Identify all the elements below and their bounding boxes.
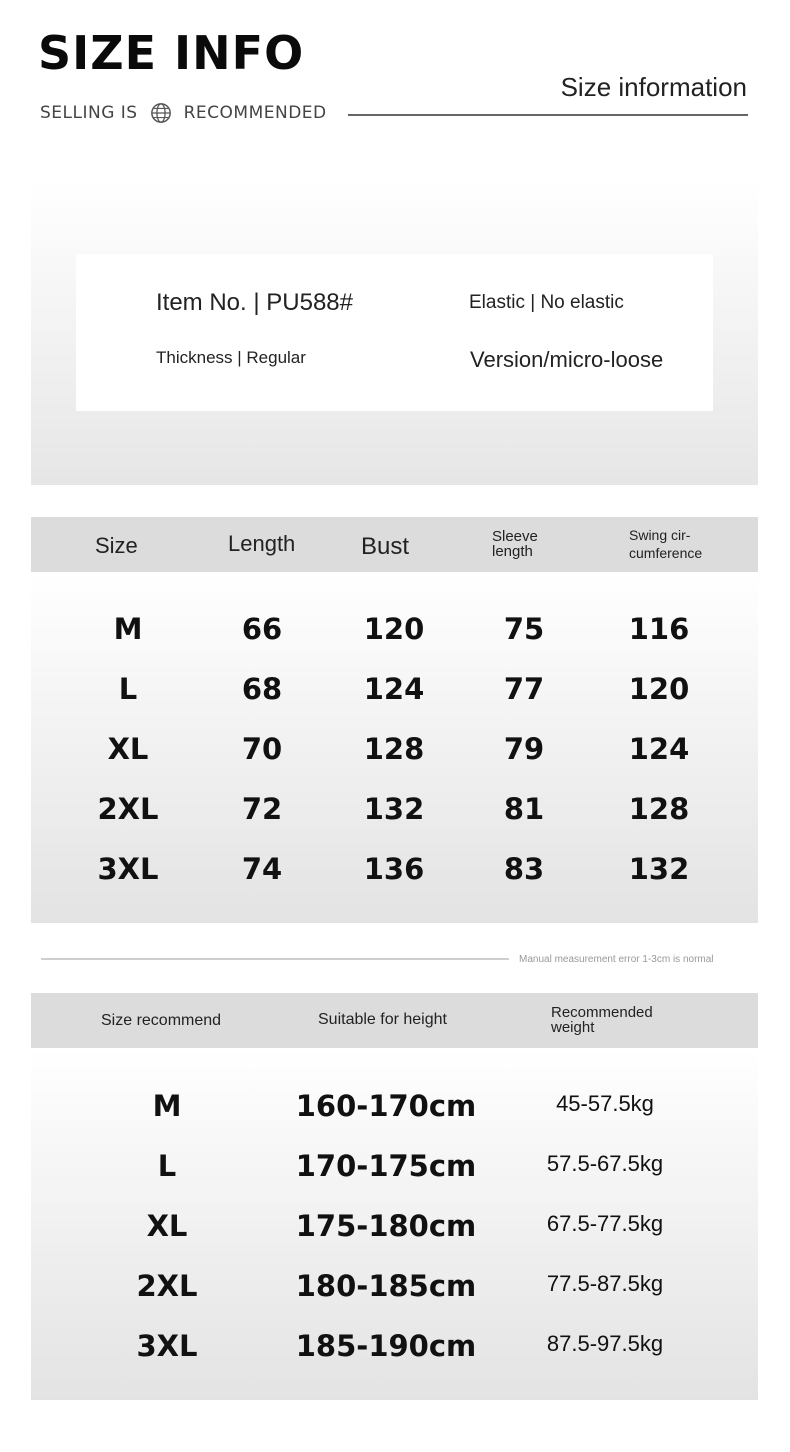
header-swing-line1: Swing cir- <box>629 527 691 543</box>
measurement-cell: 70 <box>241 732 283 766</box>
header-divider <box>348 114 748 116</box>
measurement-cell: 120 <box>628 672 690 706</box>
measurement-cell: 79 <box>503 732 545 766</box>
measurement-cell: 77 <box>503 672 545 706</box>
globe-icon <box>150 102 172 124</box>
recommend-size-cell: L <box>157 1149 177 1183</box>
recommend-size-cell: 2XL <box>136 1269 198 1303</box>
height-range-cell: 170-175cm <box>295 1149 477 1183</box>
header-weight-line1: Recommended <box>551 1004 653 1021</box>
recommend-table-header <box>31 993 758 1048</box>
measurement-cell: 128 <box>628 792 690 826</box>
page-subtitle: Size information <box>560 72 747 102</box>
tagline-left: SELLING IS <box>40 103 138 123</box>
measurement-cell: 74 <box>241 852 283 886</box>
recommend-size-cell: XL <box>146 1209 188 1243</box>
recommend-size-cell: M <box>152 1089 182 1123</box>
measurement-cell: 75 <box>503 612 545 646</box>
measurement-cell: 124 <box>628 732 690 766</box>
measurement-cell: 83 <box>503 852 545 886</box>
height-range-cell: 175-180cm <box>295 1209 477 1243</box>
header-sleeve <box>492 529 538 559</box>
size-label-cell: L <box>118 672 138 706</box>
weight-range-cell: 67.5-77.5kg <box>546 1211 664 1236</box>
thickness-info: Thickness | Regular <box>156 348 306 367</box>
header-sleeve-line1: Sleeve <box>492 528 538 545</box>
measurement-cell: 68 <box>241 672 283 706</box>
measurement-cell: 128 <box>363 732 425 766</box>
header-height: Suitable for height <box>318 1011 447 1028</box>
header-size: Size <box>95 533 138 558</box>
header-sleeve-line2: length <box>492 543 533 560</box>
page-title: SIZE INFO <box>38 26 305 80</box>
measurement-cell: 66 <box>241 612 283 646</box>
weight-range-cell: 77.5-87.5kg <box>546 1271 664 1296</box>
measurement-cell: 132 <box>363 792 425 826</box>
size-table-body <box>31 572 758 923</box>
header-bust: Bust <box>361 533 410 560</box>
info-card <box>76 254 713 411</box>
header-length: Length <box>228 531 296 556</box>
measurement-cell: 72 <box>241 792 283 826</box>
tagline <box>40 102 327 124</box>
height-range-cell: 185-190cm <box>295 1329 477 1363</box>
version-info: Version/micro-loose <box>470 347 664 372</box>
tagline-right: RECOMMENDED <box>183 103 327 123</box>
header-weight-line2: weight <box>551 1019 595 1036</box>
weight-range-cell: 87.5-97.5kg <box>546 1331 664 1356</box>
measurement-cell: 124 <box>363 672 425 706</box>
size-label-cell: 2XL <box>97 792 159 826</box>
size-table-header <box>31 517 758 572</box>
measurement-note: Manual measurement error 1-3cm is normal <box>519 954 714 965</box>
size-label-cell: M <box>113 612 143 646</box>
height-range-cell: 160-170cm <box>295 1089 477 1123</box>
measurement-cell: 120 <box>363 612 425 646</box>
size-label-cell: 3XL <box>97 852 159 886</box>
measurement-cell: 81 <box>503 792 545 826</box>
recommend-table-body <box>31 1048 758 1400</box>
header-weight <box>551 1005 653 1035</box>
item-number: Item No. | PU588# <box>156 289 353 316</box>
measurement-cell: 136 <box>363 852 425 886</box>
height-range-cell: 180-185cm <box>295 1269 477 1303</box>
note-divider <box>41 958 509 960</box>
elastic-info: Elastic | No elastic <box>469 292 624 313</box>
header-swing <box>629 527 702 562</box>
weight-range-cell: 57.5-67.5kg <box>546 1151 664 1176</box>
recommend-size-cell: 3XL <box>136 1329 198 1363</box>
header-size-recommend: Size recommend <box>101 1012 222 1029</box>
measurement-cell: 132 <box>628 852 690 886</box>
header-swing-line2: cumference <box>629 544 703 561</box>
measurement-cell: 116 <box>628 612 690 646</box>
weight-range-cell: 45-57.5kg <box>556 1091 654 1116</box>
size-label-cell: XL <box>107 732 149 766</box>
